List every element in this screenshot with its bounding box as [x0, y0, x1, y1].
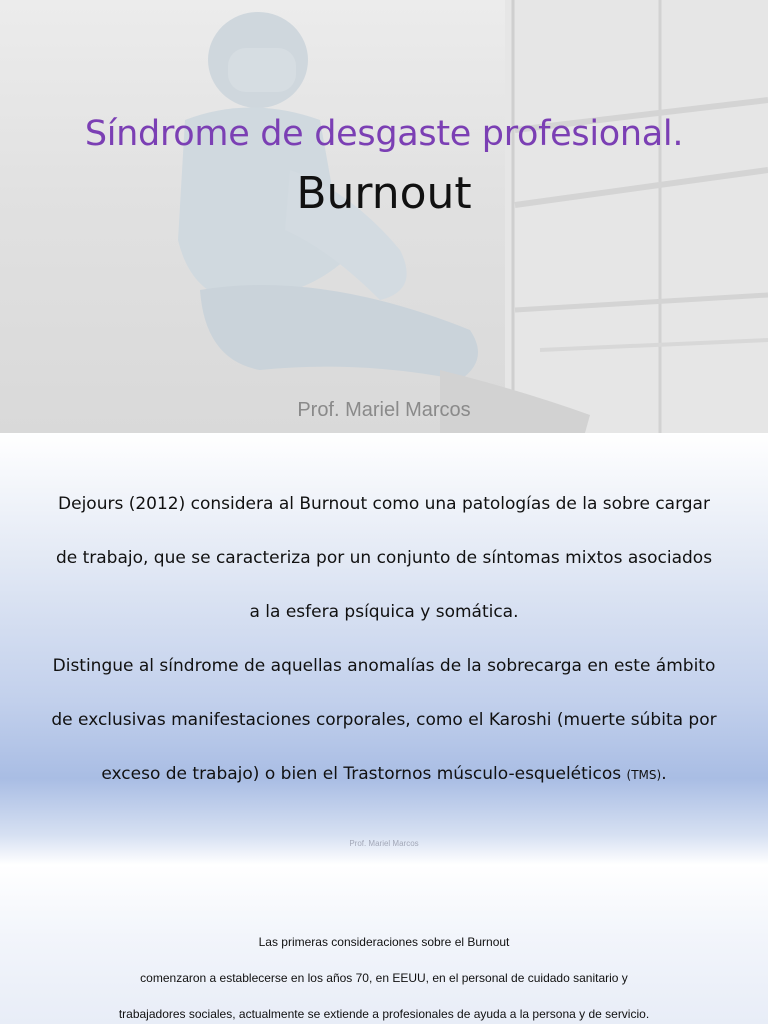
slide3-body: [0, 924, 768, 1024]
paragraph-end-period: .: [661, 764, 667, 784]
author-name: Prof. Mariel Marcos: [297, 399, 471, 421]
paragraph-distingue: [50, 639, 718, 802]
slide-subtitle: Burnout: [296, 168, 472, 219]
slide3-line-3: trabajadores sociales, actualmente se extiende a profesionales de ayuda a la persona y de servicio.: [118, 1007, 650, 1021]
paragraph-distingue-text: Distingue al síndrome de aquellas anomalías de la sobrecarga en este ámbito de exclusivas manifestaciones corporales, como el Karoshi (muerte súbita por exceso de trabajo) o bien el Trastornos músculo-esqueléticos: [51, 656, 717, 784]
text-slide: [0, 433, 768, 865]
tms-abbreviation: (TMS): [626, 768, 662, 782]
slide-title: Síndrome de desgaste profesional.: [84, 114, 684, 154]
intro-slide: [0, 865, 768, 1024]
title-block: [0, 110, 768, 222]
title-slide: [0, 0, 768, 433]
slide3-line-2: comenzaron a establecerse en los años 70, en EEUU, en el personal de cuidado sanitario y: [140, 971, 628, 985]
paragraph-dejours: Dejours (2012) considera al Burnout como una patologías de la sobre cargar de trabajo, que se caracteriza por un conjunto de síntomas mixtos asociados a la esfera psíquica y somática.: [55, 494, 713, 622]
slide-body: [50, 477, 718, 802]
slide3-line-1: Las primeras consideraciones sobre el Burnout: [258, 935, 510, 949]
slide-footer: Prof. Mariel Marcos: [349, 839, 419, 848]
